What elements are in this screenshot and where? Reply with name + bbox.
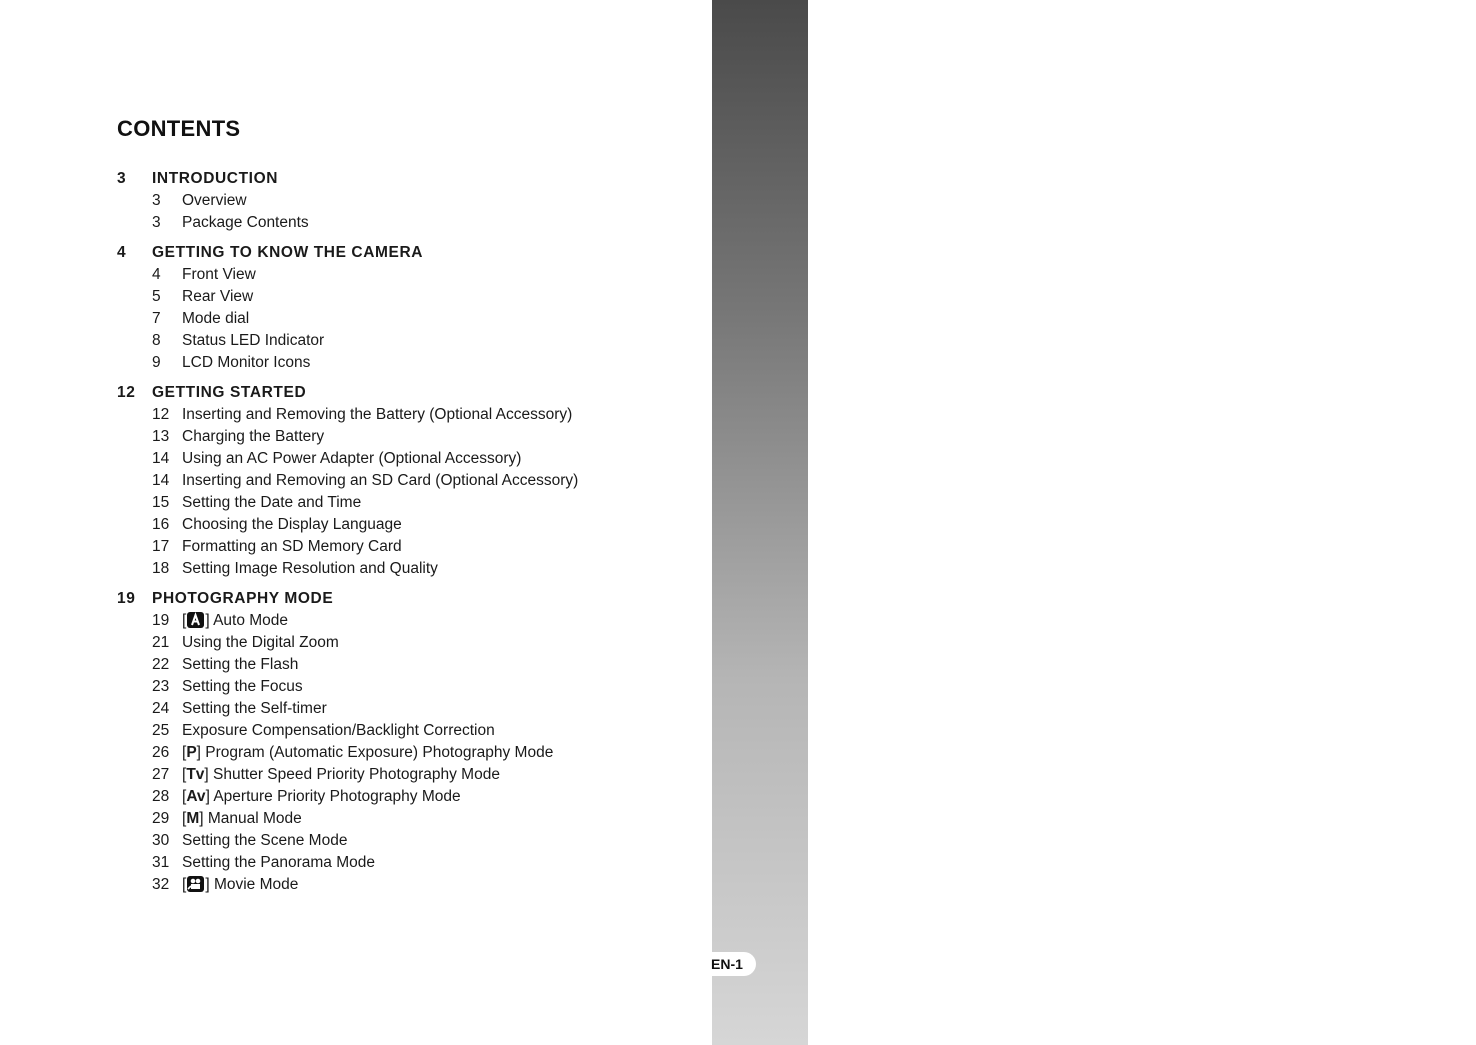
entry-page-number: 25 — [152, 722, 170, 739]
toc-entry[interactable] — [117, 676, 697, 698]
entry-title: Setting the Focus — [182, 678, 303, 695]
entry-title: [P] Program (Automatic Exposure) Photography Mode — [182, 744, 554, 761]
entry-page-number: 21 — [152, 634, 170, 651]
mode-label: M — [186, 810, 200, 827]
toc-entry[interactable] — [117, 492, 697, 514]
toc-entry[interactable] — [117, 448, 697, 470]
side-tab-title: User’s Manual >> — [1446, 118, 1476, 340]
toc-entry[interactable] — [117, 264, 697, 286]
toc-entry[interactable] — [117, 330, 697, 352]
entry-page-number: 7 — [152, 310, 161, 327]
toc-section-heading[interactable] — [117, 382, 697, 404]
toc-entry[interactable] — [117, 212, 697, 234]
section-title: INTRODUCTION — [152, 170, 279, 187]
mode-label: Tv — [186, 766, 205, 783]
entry-title: Exposure Compensation/Backlight Correction — [182, 722, 495, 739]
toc-entry[interactable] — [117, 742, 697, 764]
mode-label: Av — [186, 788, 206, 805]
entry-page-number: 4 — [152, 266, 161, 283]
entry-title: [ ] Auto Mode — [182, 612, 289, 629]
entry-title: Charging the Battery — [182, 428, 325, 445]
entry-title: Mode dial — [182, 310, 250, 327]
entry-page-number: 13 — [152, 428, 170, 445]
entry-title: Inserting and Removing the Battery (Optional Accessory) — [182, 406, 573, 423]
toc-entry[interactable] — [117, 404, 697, 426]
entry-page-number: 18 — [152, 560, 170, 577]
entry-title: Setting the Scene Mode — [182, 832, 348, 849]
toc-section — [117, 588, 697, 896]
entry-title: Setting the Self-timer — [182, 700, 327, 717]
page-number: EN-1 — [702, 952, 756, 976]
section-title: GETTING STARTED — [152, 384, 307, 401]
entry-page-number: 27 — [152, 766, 170, 783]
toc-entry[interactable] — [117, 308, 697, 330]
section-page-number: 3 — [117, 170, 127, 187]
entry-page-number: 14 — [152, 472, 170, 489]
entry-title: Status LED Indicator — [182, 332, 325, 349]
entry-title: Rear View — [182, 288, 254, 305]
toc-entry[interactable] — [117, 764, 697, 786]
section-page-number: 12 — [117, 384, 136, 401]
entry-title: Setting Image Resolution and Quality — [182, 560, 438, 577]
movie-camera-icon — [187, 876, 204, 892]
entry-page-number: 3 — [152, 192, 161, 209]
entry-page-number: 17 — [152, 538, 170, 555]
entry-title: Using an AC Power Adapter (Optional Accessory) — [182, 450, 522, 467]
entry-page-number: 9 — [152, 354, 161, 371]
toc-entry[interactable] — [117, 190, 697, 212]
entry-title: Setting the Flash — [182, 656, 299, 673]
entry-page-number: 30 — [152, 832, 170, 849]
mode-label: P — [186, 744, 197, 761]
entry-title: Package Contents — [182, 214, 309, 231]
entry-page-number: 28 — [152, 788, 170, 805]
entry-title: [Tv] Shutter Speed Priority Photography Mode — [182, 766, 500, 783]
page-title: CONTENTS — [117, 116, 241, 141]
entry-page-number: 32 — [152, 876, 170, 893]
entry-page-number: 3 — [152, 214, 161, 231]
toc-section — [117, 168, 697, 234]
entry-title: Front View — [182, 266, 256, 283]
toc-entry[interactable] — [117, 426, 697, 448]
entry-page-number: 23 — [152, 678, 170, 695]
toc-entry[interactable] — [117, 830, 697, 852]
toc-entry[interactable] — [117, 808, 697, 830]
toc-entry[interactable] — [117, 286, 697, 308]
section-title: GETTING TO KNOW THE CAMERA — [152, 244, 424, 261]
toc-section — [117, 382, 697, 580]
toc-entry[interactable] — [117, 558, 697, 580]
toc-entry[interactable] — [117, 786, 697, 808]
toc-entry[interactable] — [117, 610, 697, 632]
entry-page-number: 22 — [152, 656, 170, 673]
entry-page-number: 26 — [152, 744, 170, 761]
toc-entry[interactable] — [117, 470, 697, 492]
entry-page-number: 15 — [152, 494, 170, 511]
entry-title: Formatting an SD Memory Card — [182, 538, 402, 555]
entry-title: LCD Monitor Icons — [182, 354, 311, 371]
toc-entry[interactable] — [117, 632, 697, 654]
toc-section — [117, 242, 697, 374]
toc-entry[interactable] — [117, 852, 697, 874]
side-tab — [712, 0, 1476, 1045]
toc-entry[interactable] — [117, 720, 697, 742]
section-page-number: 19 — [117, 590, 136, 607]
toc-section-heading[interactable] — [117, 168, 697, 190]
toc-entry[interactable] — [117, 536, 697, 558]
entry-page-number: 29 — [152, 810, 170, 827]
toc-section-heading[interactable] — [117, 588, 697, 610]
entry-title: Using the Digital Zoom — [182, 634, 339, 651]
entry-title: Setting the Date and Time — [182, 494, 362, 511]
section-page-number: 4 — [117, 244, 127, 261]
entry-page-number: 12 — [152, 406, 170, 423]
entry-page-number: 14 — [152, 450, 170, 467]
toc-section-heading[interactable] — [117, 242, 697, 264]
entry-page-number: 24 — [152, 700, 170, 717]
entry-title: Choosing the Display Language — [182, 516, 402, 533]
toc-entry[interactable] — [117, 352, 697, 374]
entry-page-number: 16 — [152, 516, 170, 533]
entry-page-number: 8 — [152, 332, 161, 349]
table-of-contents — [117, 168, 697, 904]
toc-entry[interactable] — [117, 698, 697, 720]
entry-title: Overview — [182, 192, 247, 209]
entry-title: [Av] Aperture Priority Photography Mode — [182, 788, 461, 805]
toc-entry[interactable] — [117, 654, 697, 676]
auto-mode-icon — [187, 612, 204, 628]
entry-title: [M] Manual Mode — [182, 810, 302, 827]
entry-title: Inserting and Removing an SD Card (Optional Accessory) — [182, 472, 579, 489]
entry-page-number: 19 — [152, 612, 170, 629]
section-title: PHOTOGRAPHY MODE — [152, 590, 334, 607]
toc-entry[interactable] — [117, 874, 697, 896]
entry-title: [ ] Movie Mode — [182, 876, 299, 893]
entry-title: Setting the Panorama Mode — [182, 854, 376, 871]
entry-page-number: 5 — [152, 288, 161, 305]
toc-entry[interactable] — [117, 514, 697, 536]
entry-page-number: 31 — [152, 854, 170, 871]
